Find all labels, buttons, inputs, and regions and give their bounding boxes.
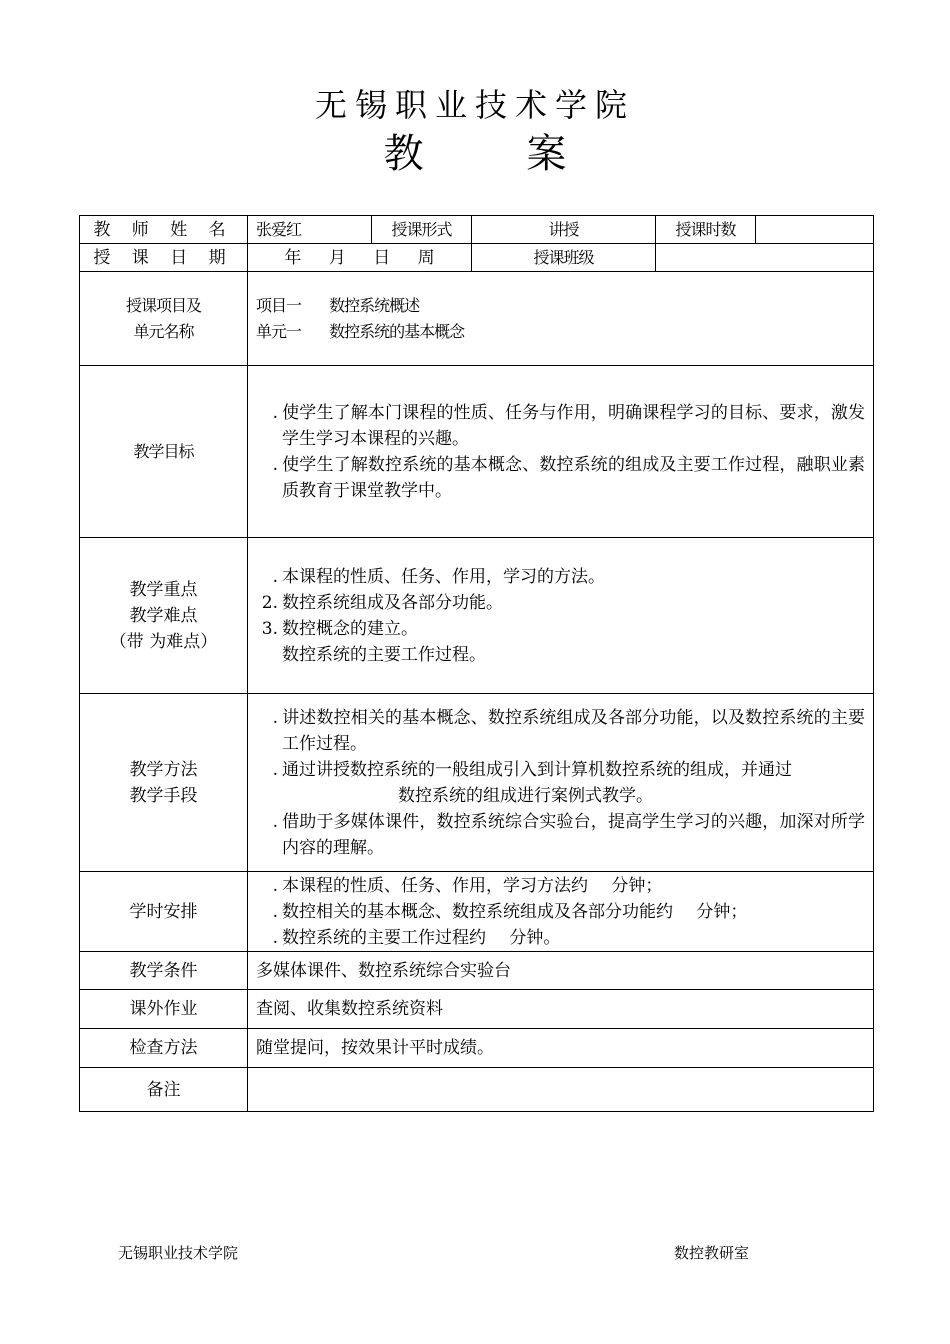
project-line: 项目一 数控系统概述 bbox=[256, 295, 420, 315]
method-label-line-1: 教学方法 bbox=[129, 759, 198, 780]
teacher-name-value: 张爱红 bbox=[248, 216, 372, 244]
method-item-2-continued: 数控系统的组成进行案例式教学。 bbox=[398, 785, 653, 806]
date-label: 授 课 日 期 bbox=[80, 244, 248, 272]
row-schedule bbox=[80, 872, 874, 952]
key-point-item: 2. 数控系统组成及各部分功能。 bbox=[261, 592, 503, 613]
method-item-2: . 通过讲授数控系统的一般组成引入到计算机数控系统的组成，并通过 bbox=[272, 759, 792, 780]
class-label: 授课班级 bbox=[472, 244, 656, 272]
key-points-value bbox=[248, 538, 874, 694]
check-label: 检查方法 bbox=[80, 1029, 248, 1068]
schedule-item: . 数控系统的主要工作过程约 分钟。 bbox=[272, 927, 561, 948]
row-conditions bbox=[80, 952, 874, 990]
notes-value bbox=[248, 1068, 874, 1112]
methods-label bbox=[80, 694, 248, 872]
key-point-item: . 本课程的性质、任务、作用，学习的方法。 bbox=[272, 566, 605, 587]
conditions-value: 多媒体课件、数控系统综合实验台 bbox=[248, 952, 874, 990]
conditions-label: 教学条件 bbox=[80, 952, 248, 990]
schedule-label: 学时安排 bbox=[80, 872, 248, 952]
key-point-item: 3. 数控概念的建立。 bbox=[261, 618, 418, 639]
method-item-1: . 讲述数控相关的基本概念、数控系统组成及各部分功能，以及数控系统的主要工作过程。 bbox=[272, 707, 865, 754]
key-label-line-2: 教学难点 bbox=[129, 605, 198, 626]
key-point-extra: 数控系统的主要工作过程。 bbox=[282, 644, 486, 665]
method-label-line-2: 教学手段 bbox=[129, 785, 198, 806]
format-value: 讲授 bbox=[472, 216, 656, 244]
goal-item-1: . 使学生了解本门课程的性质、任务与作用，明确课程学习的目标、要求，激发学生学习本课程的兴趣。 bbox=[272, 402, 865, 449]
unit-label-line-2: 单元名称 bbox=[133, 321, 194, 341]
row-homework bbox=[80, 990, 874, 1029]
unit-label bbox=[80, 272, 248, 366]
goals-label: 教学目标 bbox=[80, 366, 248, 538]
row-unit bbox=[80, 272, 874, 366]
hours-label: 授课时数 bbox=[656, 216, 756, 244]
homework-label: 课外作业 bbox=[80, 990, 248, 1029]
class-value bbox=[656, 244, 874, 272]
footer-department: 数控教研室 bbox=[674, 1244, 750, 1262]
row-notes bbox=[80, 1068, 874, 1112]
teacher-label: 教 师 姓 名 bbox=[80, 216, 248, 244]
notes-label: 备注 bbox=[80, 1068, 248, 1112]
goals-value bbox=[248, 366, 874, 538]
schedule-item: . 本课程的性质、任务、作用，学习方法约 分钟； bbox=[272, 875, 663, 896]
row-methods bbox=[80, 694, 874, 872]
unit-label-line-1: 授课项目及 bbox=[125, 295, 201, 315]
key-points-label bbox=[80, 538, 248, 694]
schedule-value bbox=[248, 872, 874, 952]
unit-line: 单元一 数控系统的基本概念 bbox=[256, 321, 465, 341]
lesson-plan-table bbox=[79, 215, 874, 1112]
methods-value bbox=[248, 694, 874, 872]
method-item-3: . 借助于多媒体课件，数控系统综合实验台，提高学生学习的兴趣，加深对所学内容的理解。 bbox=[272, 811, 865, 858]
schedule-item: . 数控相关的基本概念、数控系统组成及各部分功能约 分钟； bbox=[272, 901, 748, 922]
homework-value: 查阅、收集数控系统资料 bbox=[248, 990, 874, 1029]
key-label-line-1: 教学重点 bbox=[129, 579, 198, 600]
document-type-title: 教 案 bbox=[383, 131, 567, 177]
row-date bbox=[80, 244, 874, 272]
row-key-points bbox=[80, 538, 874, 694]
row-teacher bbox=[80, 216, 874, 244]
hours-value bbox=[756, 216, 874, 244]
date-value: 年 月 日 周 bbox=[248, 244, 472, 272]
row-check bbox=[80, 1029, 874, 1068]
institution-title: 无锡职业技术学院 bbox=[314, 86, 635, 124]
row-goals bbox=[80, 366, 874, 538]
check-value: 随堂提问，按效果计平时成绩。 bbox=[248, 1029, 874, 1068]
format-label: 授课形式 bbox=[372, 216, 472, 244]
key-label-line-3: （带 为难点） bbox=[109, 631, 218, 652]
footer-institution: 无锡职业技术学院 bbox=[118, 1244, 239, 1262]
goal-item-2: . 使学生了解数控系统的基本概念、数控系统的组成及主要工作过程，融职业素质教育于课堂教学中。 bbox=[272, 454, 865, 501]
unit-value bbox=[248, 272, 874, 366]
